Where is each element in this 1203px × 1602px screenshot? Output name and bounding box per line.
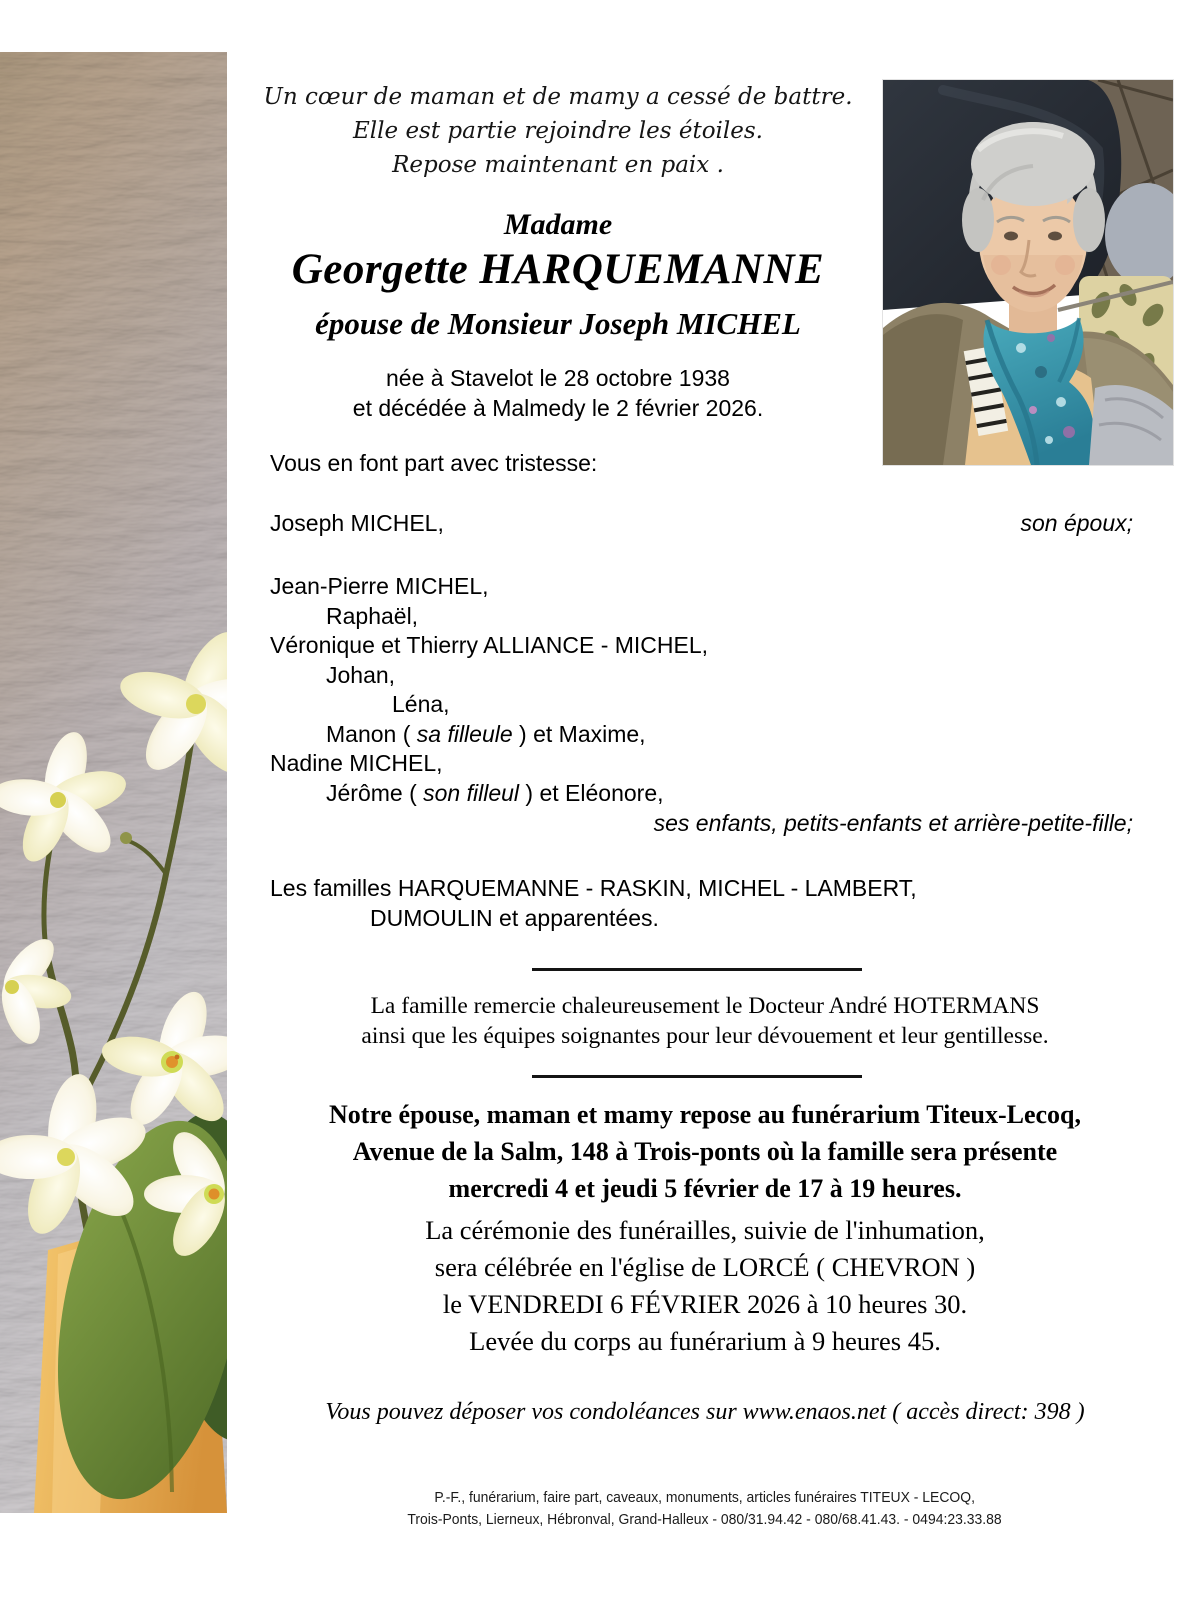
- divider-line: [532, 968, 862, 971]
- ceremony-paragraph: [240, 1212, 1170, 1360]
- spouse-line: épouse de Monsieur Joseph MICHEL: [315, 306, 801, 341]
- divider-line: [532, 1075, 862, 1078]
- husband-row: [270, 510, 1133, 537]
- ceremony-line-4: Levée du corps au funérarium à 9 heures 45.: [469, 1326, 941, 1356]
- family-member: Véronique et Thierry ALLIANCE - MICHEL,: [270, 632, 709, 658]
- condolences-line: Vous pouvez déposer vos condoléances sur www.enaos.net ( accès direct: 398 ): [325, 1399, 1085, 1425]
- deceased-title: Madame: [503, 208, 613, 241]
- husband-name: Joseph MICHEL,: [270, 510, 444, 536]
- families-line-2: DUMOULIN et apparentées.: [370, 904, 659, 931]
- wake-line-2: Avenue de la Salm, 148 à Trois-ponts où la famille sera présente: [352, 1137, 1058, 1166]
- quote-line-3: Repose maintenant en paix .: [392, 152, 724, 178]
- family-member: Manon ( sa filleule ) et Maxime,: [326, 720, 646, 747]
- husband-relation: son époux;: [1020, 510, 1133, 536]
- family-member: Jean-Pierre MICHEL,: [270, 573, 489, 599]
- birth-line: née à Stavelot le 28 octobre 1938: [386, 365, 730, 391]
- opening-quote: [230, 80, 886, 182]
- wake-line-1: Notre épouse, maman et mamy repose au funérarium Titeux-Lecoq,: [328, 1100, 1081, 1129]
- family-member: Nadine MICHEL,: [270, 750, 443, 776]
- birth-death-lines: [230, 363, 886, 423]
- wake-line-3: mercredi 4 et jeudi 5 février de 17 à 19 heures.: [448, 1174, 962, 1203]
- thanks-paragraph: [240, 991, 1170, 1051]
- family-member: Raphaël,: [326, 602, 419, 629]
- ceremony-line-2: sera célébrée en l'église de LORCÉ ( CHEVRON ): [434, 1252, 976, 1282]
- family-member: Léna,: [392, 691, 450, 717]
- footer-line-1: P.-F., funérarium, faire part, caveaux, monuments, articles funéraires TITEUX - LECOQ,: [434, 1489, 976, 1506]
- death-line: et décédée à Malmedy le 2 février 2026.: [352, 395, 764, 421]
- related-families: [270, 874, 917, 933]
- family-list: [270, 572, 708, 808]
- ceremony-line-3: le VENDREDI 6 FÉVRIER 2026 à 10 heures 30.: [442, 1289, 968, 1319]
- thanks-line-2: ainsi que les équipes soignantes pour leur dévouement et leur gentillesse.: [361, 1023, 1049, 1049]
- thanks-line-1: La famille remercie chaleureusement le Docteur André HOTERMANS: [370, 993, 1040, 1019]
- deceased-name: Georgette HARQUEMANNE: [291, 246, 825, 293]
- funeral-home-footer: [230, 1487, 1180, 1531]
- footer-line-2: Trois-Ponts, Lierneux, Hébronval, Grand-Halleux - 080/31.94.42 - 080/68.41.43. - 0494:23.33.88: [407, 1511, 1003, 1528]
- ceremony-line-1: La cérémonie des funérailles, suivie de l'inhumation,: [425, 1215, 985, 1245]
- wake-paragraph: [240, 1096, 1170, 1207]
- family-relation: ses enfants, petits-enfants et arrière-petite-fille;: [653, 810, 1133, 836]
- orchid-photo: [0, 52, 227, 1513]
- portrait-photo: [883, 80, 1173, 465]
- families-line-1: Les familles HARQUEMANNE - RASKIN, MICHEL - LAMBERT,: [270, 875, 917, 901]
- family-member: Johan,: [326, 661, 396, 688]
- family-member: Jérôme ( son filleul ) et Eléonore,: [326, 779, 664, 806]
- quote-line-2: Elle est partie rejoindre les étoiles.: [353, 118, 763, 144]
- announcement-intro: Vous en font part avec tristesse:: [270, 450, 598, 476]
- quote-line-1: Un cœur de maman et de mamy a cessé de battre.: [263, 84, 853, 110]
